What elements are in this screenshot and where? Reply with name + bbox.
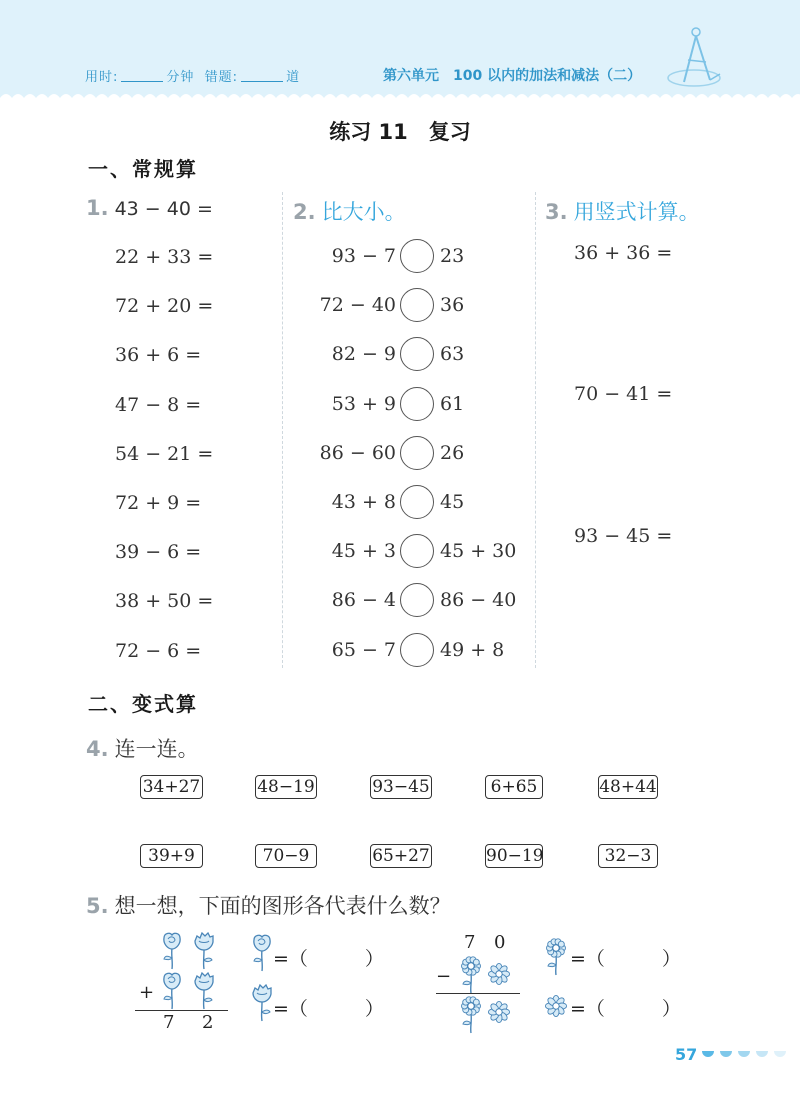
rose-icon: [160, 932, 184, 970]
q1-item: 54 − 21 =: [115, 442, 214, 465]
match-box-bottom[interactable]: 90−19: [486, 846, 544, 866]
q1-number: 1.: [86, 196, 109, 220]
q3-item: 93 − 45 =: [574, 525, 673, 547]
column-divider-2: [535, 192, 536, 668]
chrysanthemum-icon: [459, 956, 483, 994]
chrysanthemum-icon: [544, 938, 568, 976]
carnation-icon: [192, 972, 216, 1010]
q2-title: 比大小。: [321, 200, 406, 224]
match-box-top[interactable]: 93−45: [370, 775, 432, 799]
left-result-ones: 2: [202, 1012, 214, 1033]
carnation-answer-blank[interactable]: =（ ）: [273, 998, 384, 1020]
q1-item: 72 + 9 =: [115, 492, 202, 514]
carnation-icon: [192, 932, 216, 970]
left-sum-line: [135, 1010, 228, 1011]
compare-left-expr: 45 + 3: [331, 540, 396, 563]
plus-sign: +: [139, 982, 155, 1003]
q2-header: [293, 196, 406, 226]
q4-header: [86, 733, 199, 763]
q3-number: 3.: [545, 200, 568, 224]
match-box-bottom[interactable]: 39+9: [140, 844, 203, 868]
compare-left-expr: 93 − 7: [331, 245, 396, 267]
compare-left-expr: 53 + 9: [331, 392, 396, 415]
q1-header: [86, 196, 213, 220]
match-box-bottom[interactable]: 65+27: [370, 844, 432, 868]
page-dots-decoration: [700, 1049, 795, 1063]
compare-right-expr: 86 − 40: [440, 589, 517, 612]
right-diff-line: [436, 993, 520, 994]
compare-left-expr: 86 − 4: [331, 589, 396, 612]
section-title-1: 一、常规算: [88, 157, 198, 181]
time-blank[interactable]: [121, 81, 163, 82]
daisy-answer-blank[interactable]: =（ ）: [570, 998, 681, 1020]
daisy-icon: [544, 994, 568, 1018]
carnation-icon: [250, 984, 274, 1022]
compare-answer-circle[interactable]: [400, 337, 434, 371]
compare-answer-circle[interactable]: [400, 387, 434, 421]
page-title: 练习 11 复习: [329, 120, 471, 144]
compare-right-expr: 45 + 30: [440, 540, 517, 563]
q4-number: 4.: [86, 737, 109, 761]
compare-answer-circle[interactable]: [400, 288, 434, 322]
right-top-tens: 7: [464, 932, 476, 953]
rose-icon: [250, 934, 274, 972]
q3-header: [545, 196, 700, 226]
compare-left-expr: 43 + 8: [331, 491, 396, 513]
compare-right-expr: 26: [440, 441, 465, 464]
errors-label: 错题:: [204, 70, 239, 85]
compare-answer-circle[interactable]: [400, 239, 434, 273]
daisy-icon: [487, 962, 511, 986]
compare-right-expr: 45: [440, 491, 465, 513]
compare-answer-circle[interactable]: [400, 485, 434, 519]
q1-first-expr: 43 − 40 =: [114, 198, 213, 220]
q3-title: 用竖式计算。: [573, 200, 700, 224]
compare-answer-circle[interactable]: [400, 583, 434, 617]
compare-left-expr: 86 − 60: [319, 441, 396, 464]
errors-unit: 道: [286, 70, 301, 85]
unit-title: 第六单元 100 以内的加法和减法（二）: [383, 68, 642, 84]
q1-item: 38 + 50 =: [115, 590, 214, 613]
compare-right-expr: 23: [440, 245, 465, 267]
q1-item: 36 + 6 =: [115, 344, 202, 367]
compare-answer-circle[interactable]: [400, 633, 434, 667]
q5-number: 5.: [86, 894, 109, 918]
header-band: [0, 0, 800, 98]
match-box-top[interactable]: 48−19: [255, 775, 317, 799]
chrysanthemum-icon: [459, 996, 483, 1034]
compare-right-expr: 63: [440, 343, 465, 366]
time-label: 用时:: [85, 70, 119, 85]
compare-answer-circle[interactable]: [400, 534, 434, 568]
q3-item: 36 + 36 =: [574, 242, 673, 264]
q2-number: 2.: [293, 200, 316, 224]
header-time-errors: [85, 66, 300, 85]
minus-sign: −: [436, 966, 452, 987]
column-divider-1: [282, 192, 283, 668]
q1-item: 39 − 6 =: [115, 541, 202, 564]
q5-title: 想一想，下面的图形各代表什么数？: [114, 894, 451, 918]
compare-right-expr: 49 + 8: [440, 638, 505, 661]
q3-item: 70 − 41 =: [574, 383, 673, 405]
match-box-top[interactable]: 34+27: [140, 775, 203, 799]
match-box-bottom[interactable]: 70−9: [255, 844, 317, 868]
minutes-unit: 分钟: [166, 70, 195, 85]
chrysanthemum-answer-blank[interactable]: =（ ）: [570, 948, 681, 970]
rose-icon: [160, 972, 184, 1010]
match-box-top[interactable]: 48+44: [599, 777, 657, 797]
match-box-bottom[interactable]: 32−3: [598, 844, 658, 868]
compare-left-expr: 65 − 7: [331, 638, 396, 661]
q5-header: [86, 890, 451, 920]
left-result-tens: 7: [163, 1012, 175, 1033]
compare-left-expr: 72 − 40: [319, 294, 396, 317]
compare-right-expr: 36: [440, 294, 465, 317]
rose-answer-blank[interactable]: =（ ）: [273, 948, 384, 970]
q1-item: 72 − 6 =: [115, 639, 202, 662]
q1-item: 22 + 33 =: [115, 246, 214, 268]
match-box-top[interactable]: 6+65: [485, 775, 543, 799]
q1-item: 47 − 8 =: [115, 393, 202, 416]
errors-blank[interactable]: [241, 81, 283, 82]
compass-icon: [662, 22, 732, 92]
compare-answer-circle[interactable]: [400, 436, 434, 470]
q1-item: 72 + 20 =: [115, 295, 214, 318]
section-title-2: 二、变式算: [88, 692, 198, 716]
compare-right-expr: 61: [440, 392, 465, 415]
q4-title: 连一连。: [114, 737, 199, 761]
compare-left-expr: 82 − 9: [331, 343, 396, 366]
page-number: 57: [675, 1045, 698, 1064]
right-top-ones: 0: [494, 932, 506, 953]
daisy-icon: [487, 1000, 511, 1024]
